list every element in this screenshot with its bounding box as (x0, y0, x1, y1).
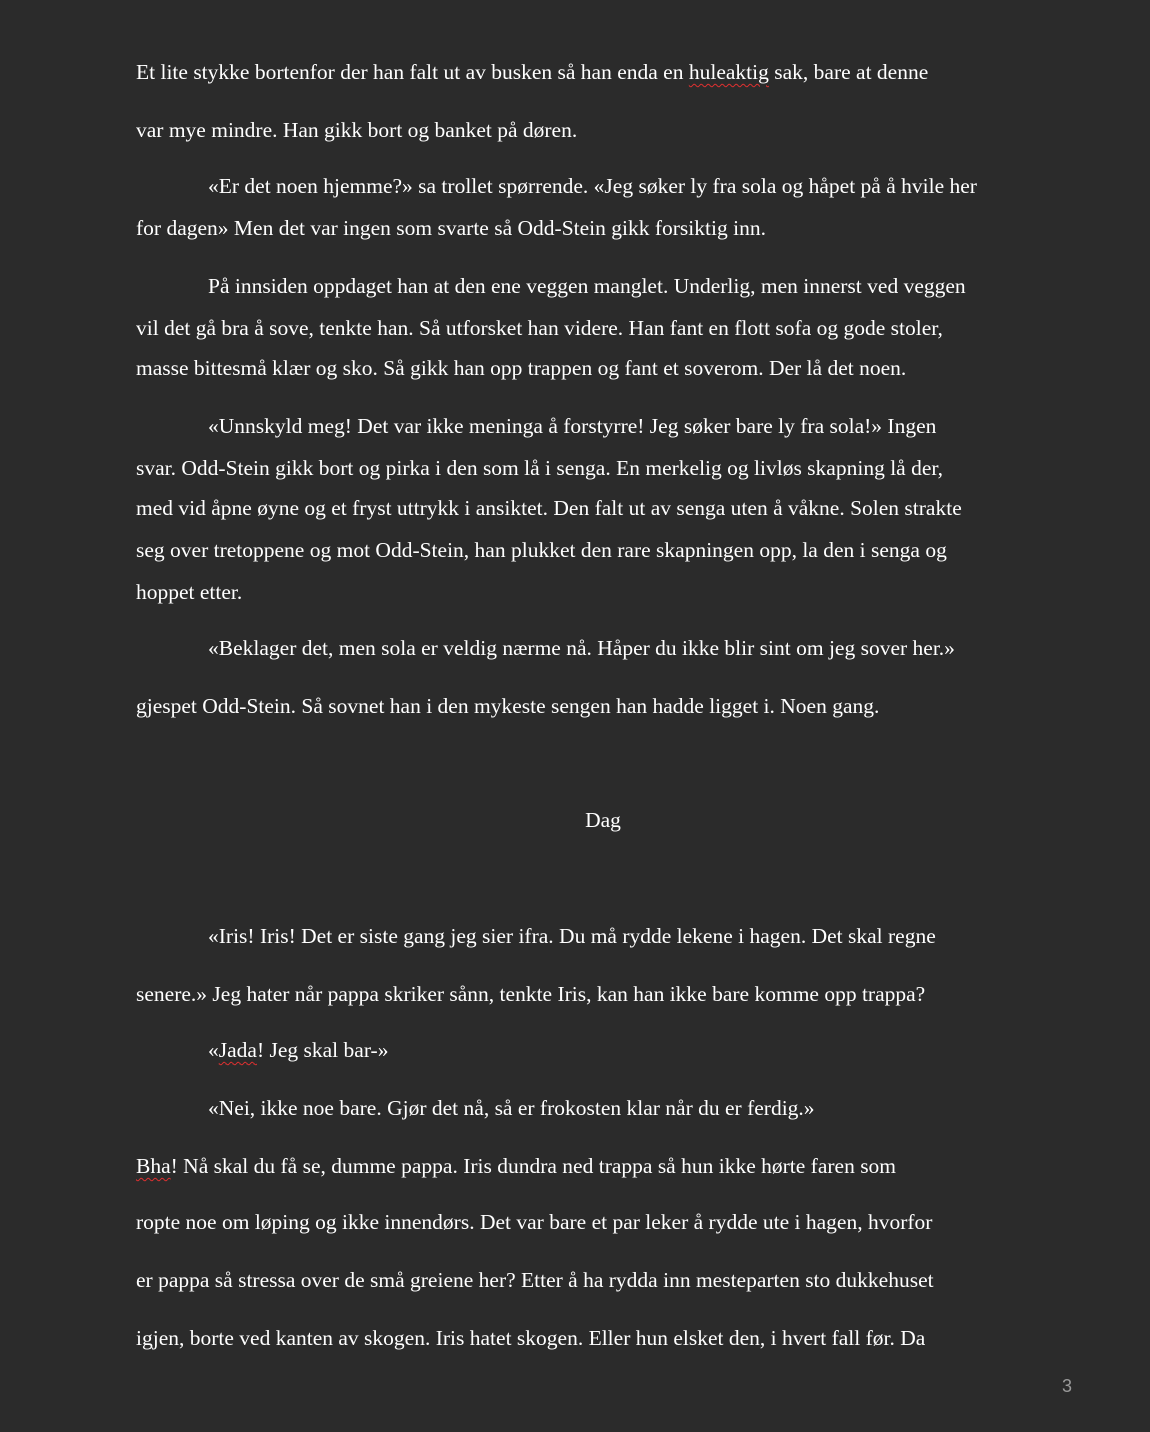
misspelled-word[interactable]: Bha (136, 1154, 171, 1178)
text-line: hoppet etter. (136, 580, 243, 604)
text-line: var mye mindre. Han gikk bort og banket på døren. (136, 118, 578, 142)
page-number: 3 (1061, 1376, 1072, 1396)
section-heading: Dag (585, 808, 621, 832)
text-line: er pappa så stressa over de små greiene her? Etter å ha rydda inn mesteparten sto dukkehuset (136, 1268, 934, 1292)
text-line: senere.» Jeg hater når pappa skriker sånn, tenkte Iris, kan han ikke bare komme opp trappa? (136, 982, 926, 1006)
text-line (136, 62, 928, 84)
text-line: masse bittesmå klær og sko. Så gikk han opp trappen og fant et soverom. Der lå det noen. (136, 356, 907, 380)
text-span: ! Nå skal du få se, dumme pappa. Iris dundra ned trappa så hun ikke hørte faren som (170, 1154, 897, 1178)
text-span: ! Jeg skal bar-» (256, 1038, 389, 1062)
text-line: seg over tretoppene og mot Odd-Stein, han plukket den rare skapningen opp, la den i senga og (136, 538, 947, 562)
text-span: « (208, 1038, 219, 1062)
text-line: «Iris! Iris! Det er siste gang jeg sier ifra. Du må rydde lekene i hagen. Det skal regne (208, 924, 936, 948)
text-line: ropte noe om løping og ikke innendørs. Det var bare et par leker å rydde ute i hagen, hvorfor (136, 1210, 933, 1234)
text-line: svar. Odd-Stein gikk bort og pirka i den som lå i senga. En merkelig og livløs skapning lå der, (136, 456, 944, 480)
text-span: Et lite stykke bortenfor der han falt ut av busken så han enda en (136, 60, 689, 84)
text-line: «Unnskyld meg! Det var ikke meninga å forstyrre! Jeg søker bare ly fra sola!» Ingen (208, 414, 937, 438)
text-line: På innsiden oppdaget han at den ene veggen manglet. Underlig, men innerst ved veggen (208, 274, 966, 298)
text-line: «Beklager det, men sola er veldig nærme nå. Håper du ikke blir sint om jeg sover her.» (208, 636, 955, 660)
text-line: med vid åpne øyne og et fryst uttrykk i ansiktet. Den falt ut av senga uten å våkne. Solen strakte (136, 496, 962, 520)
text-line: «Nei, ikke noe bare. Gjør det nå, så er frokosten klar når du er ferdig.» (208, 1096, 815, 1120)
text-line: for dagen» Men det var ingen som svarte så Odd-Stein gikk forsiktig inn. (136, 216, 766, 240)
text-line: «Er det noen hjemme?» sa trollet spørrende. «Jeg søker ly fra sola og håpet på å hvile her (208, 174, 977, 198)
misspelled-word[interactable]: Jada (218, 1038, 257, 1062)
text-line: gjespet Odd-Stein. Så sovnet han i den mykeste sengen han hadde ligget i. Noen gang. (136, 694, 880, 718)
text-line: igjen, borte ved kanten av skogen. Iris hatet skogen. Eller hun elsket den, i hvert fall før. Da (136, 1326, 926, 1350)
text-line: vil det gå bra å sove, tenkte han. Så utforsket han videre. Han fant en flott sofa og gode stoler, (136, 316, 943, 340)
text-span: sak, bare at denne (768, 60, 929, 84)
text-line (136, 1156, 896, 1178)
text-line (208, 1040, 388, 1062)
misspelled-word[interactable]: huleaktig (688, 60, 769, 84)
